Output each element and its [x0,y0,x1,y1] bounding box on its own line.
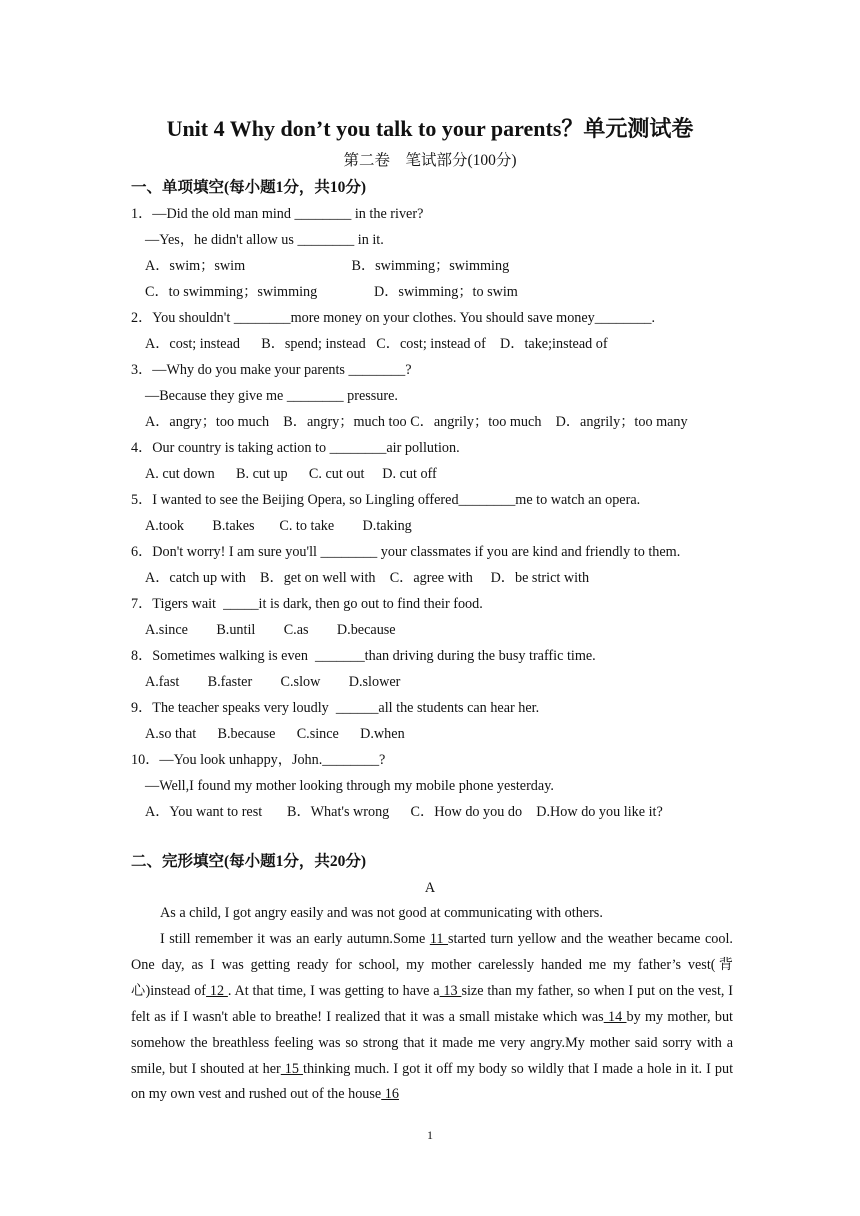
blank-15: 15 [280,1060,304,1077]
question-line: 1．—Did the old man mind ________ in the river? [131,206,424,222]
blank-12: 12 [206,982,228,999]
question-line: —Well,I found my mother looking through my mobile phone yesterday. [145,778,554,794]
question-line: 5．I wanted to see the Beijing Opera, so Lingling offered________me to watch an opera. [131,492,641,508]
option-line: A．You want to rest B．What's wrong C．How do you do D.How do you like it? [145,804,663,820]
option-line: A. cut down B. cut up C. cut out D. cut off [145,466,437,482]
question-line: 10．—You look unhappy，John.________? [131,752,386,768]
passage-paragraph: As a child, I got angry easily and was not good at communicating with others. [160,905,603,921]
passage-text: started turn yellow and the weather became cool. One day, as I was getting ready for school, my mother carelessly handed me my father’s vest(背心)instead of [131,931,733,999]
option-line: A.since B.until C.as D.because [145,622,396,638]
option-line: A．cost; instead B．spend; instead C．cost; instead of D．take;instead of [145,336,608,352]
option-line: A．catch up with B．get on well with C．agree with D．be strict with [145,570,590,586]
passage-paragraph [131,927,733,1108]
blank-14: 14 [603,1008,627,1025]
question-line: 3．—Why do you make your parents ________? [131,362,412,378]
blank-16: 16 [381,1086,399,1103]
passage-text: thinking much. I got it off my body so wildly that I made a hole in it. I put on my own vest and rushed out of the house [131,1060,734,1103]
option-line: A.fast B.faster C.slow D.slower [145,674,401,690]
question-line: 8．Sometimes walking is even _______than driving during the busy traffic time. [131,648,596,664]
question-line: 6．Don't worry! I am sure you'll ________ your classmates if you are kind and friendly to them. [131,544,681,560]
option-line: A．swim；swim B．swimming；swimming [145,258,510,274]
passage-label: A [424,880,436,896]
blank-13: 13 [439,982,462,999]
question-line: 9．The teacher speaks very loudly ______all the students can hear her. [131,700,540,716]
option-line: C．to swimming；swimming D．swimming；to swim [145,284,518,300]
question-line: —Yes，he didn't allow us ________ in it. [145,232,384,248]
passage-text: by my mother, but somehow the breathless feeling was so strong that it made me very angry.My mother said sorry with a smile, but I shouted at her [131,1008,734,1077]
question-line: 7．Tigers wait _____it is dark, then go out to find their food. [131,596,483,612]
page-number: 1 [427,1128,433,1142]
question-line: 4．Our country is taking action to ________air pollution. [131,440,460,456]
option-line: A．angry；too much B．angry；much too C．angrily；too much D．angrily；too many [145,414,688,430]
blank-11: 11 [429,931,449,947]
page-title: Unit 4 Why don’t you talk to your parents？单元测试卷 [166,116,694,141]
passage-text: I still remember it was an early autumn.Some [160,931,430,947]
question-line: —Because they give me ________ pressure. [145,388,398,404]
page-subtitle: 第二卷 笔试部分(100分) [343,152,517,169]
option-line: A.so that B.because C.since D.when [145,726,405,742]
question-line: 2．You shouldn't ________more money on your clothes. You should save money________. [131,310,656,326]
passage-text: size than my father, so when I put on the vest, I felt as if I wasn't able to breathe! I realized that it was a small mistake which was [131,982,734,1025]
section-header-single-choice: 一、单项填空(每小题1分，共10分) [131,179,367,196]
section-header-cloze: 二、完形填空(每小题1分，共20分) [131,853,367,870]
passage-text: . At that time, I was getting to have a [227,982,440,999]
option-line: A.took B.takes C. to take D.taking [145,518,412,534]
